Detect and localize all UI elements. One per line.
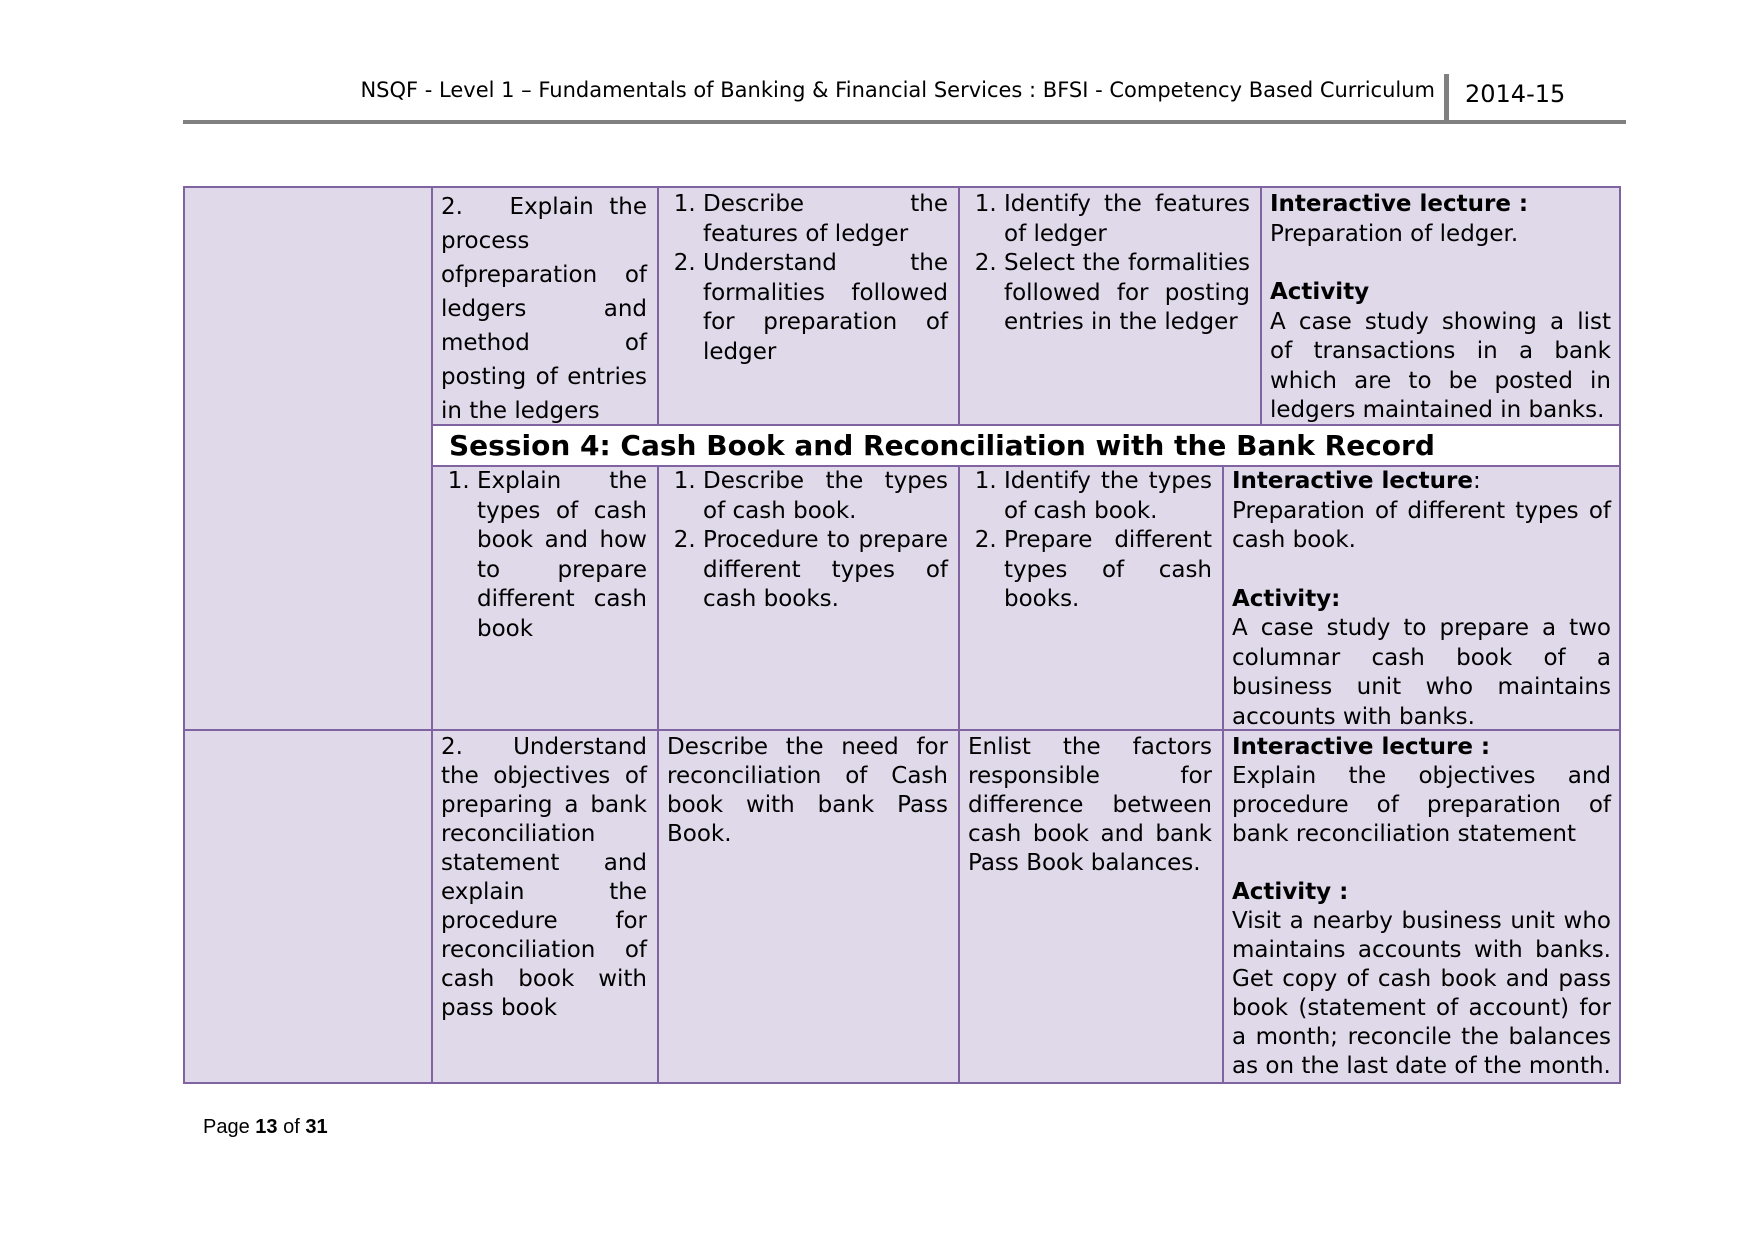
learning-outcome-text: Explain the process ofpreparation of ledgers and method of posting of entries in the ledgers (441, 194, 647, 424)
knowledge-evaluation-ledger (659, 188, 958, 367)
teaching-method-cash-book (1224, 465, 1621, 732)
list-item: 2. Select the formalities followed for posting entries in the ledger (1004, 249, 1250, 338)
teaching-method-reconciliation (1224, 731, 1621, 1081)
learning-outcome-ledger (433, 188, 657, 428)
performance-evaluation-ledger (960, 188, 1260, 338)
activity-heading: Activity: (1232, 585, 1341, 612)
list-item: 1. Identify the types of cash book. (1004, 467, 1212, 526)
list-item: 1. Describe the types of cash book. (703, 467, 948, 526)
document-header-title: NSQF - Level 1 – Fundamentals of Banking & Financial Services : BFSI - Competency Based Curriculum (360, 78, 1435, 102)
header-rule (183, 120, 1626, 124)
interactive-lecture-heading-line (1232, 467, 1611, 497)
interactive-lecture-text: Preparation of different types of cash book. (1232, 497, 1611, 553)
list-item: 2. Prepare different types of cash books. (1004, 526, 1212, 615)
list-item: 1. Identify the features of ledger (1004, 190, 1250, 249)
page-label: Page (203, 1116, 250, 1138)
activity-heading: Activity : (1232, 879, 1349, 905)
teaching-method-ledger (1262, 188, 1621, 426)
knowledge-evaluation-cash-book (659, 465, 958, 615)
of-label: of (283, 1116, 300, 1138)
list-item: 2. Understand the formalities followed for preparation of ledger (703, 249, 948, 367)
learning-outcome-cash-book (433, 465, 657, 644)
learning-outcome-reconciliation: 2. Understand the objectives of preparing a bank reconciliation statement and explain the procedure for reconciliation of cash book with pass book (441, 734, 647, 1021)
activity-heading: Activity (1270, 279, 1370, 305)
interactive-lecture-heading: Interactive lecture : (1232, 734, 1491, 760)
performance-evaluation-reconciliation: Enlist the factors responsible for difference between cash book and bank Pass Book balances. (968, 734, 1212, 876)
page-number: 13 (255, 1116, 278, 1138)
heading-colon: : (1472, 468, 1481, 494)
interactive-lecture-text: Explain the objectives and procedure of preparation of bank reconciliation statement (1232, 763, 1611, 847)
activity-text: Visit a nearby business unit who maintains accounts with banks. Get copy of cash book and pass book (statement of account) for a month; reconcile the balances as on the last date of the month. (1232, 908, 1611, 1079)
page-footer (203, 1116, 328, 1139)
interactive-lecture-text: Preparation of ledger. (1270, 220, 1519, 247)
knowledge-evaluation-reconciliation: Describe the need for reconciliation of Cash book with bank Pass Book. (667, 734, 948, 847)
page-total: 31 (305, 1116, 328, 1138)
interactive-lecture-heading: Interactive lecture : (1270, 191, 1529, 217)
header-divider (1444, 74, 1449, 123)
list-item: 1. Describe the features of ledger (703, 190, 948, 249)
session-4-heading: Session 4: Cash Book and Reconciliation with the Bank Record (431, 424, 1621, 467)
list-item: 2. Procedure to prepare different types of cash books. (703, 526, 948, 615)
activity-text: A case study to prepare a two columnar cash book of a business unit who maintains accounts with banks. (1232, 615, 1611, 730)
activity-text: A case study showing a list of transactions in a bank which are to be posted in ledgers maintained in banks. (1270, 308, 1611, 423)
list-item: 1. Explain the types of cash book and how to prepare different cash book (477, 467, 647, 644)
performance-evaluation-cash-book (960, 465, 1222, 615)
document-header-year: 2014-15 (1465, 80, 1566, 108)
learning-outcome-number: 2. (441, 194, 463, 220)
interactive-lecture-heading: Interactive lecture (1232, 468, 1473, 494)
